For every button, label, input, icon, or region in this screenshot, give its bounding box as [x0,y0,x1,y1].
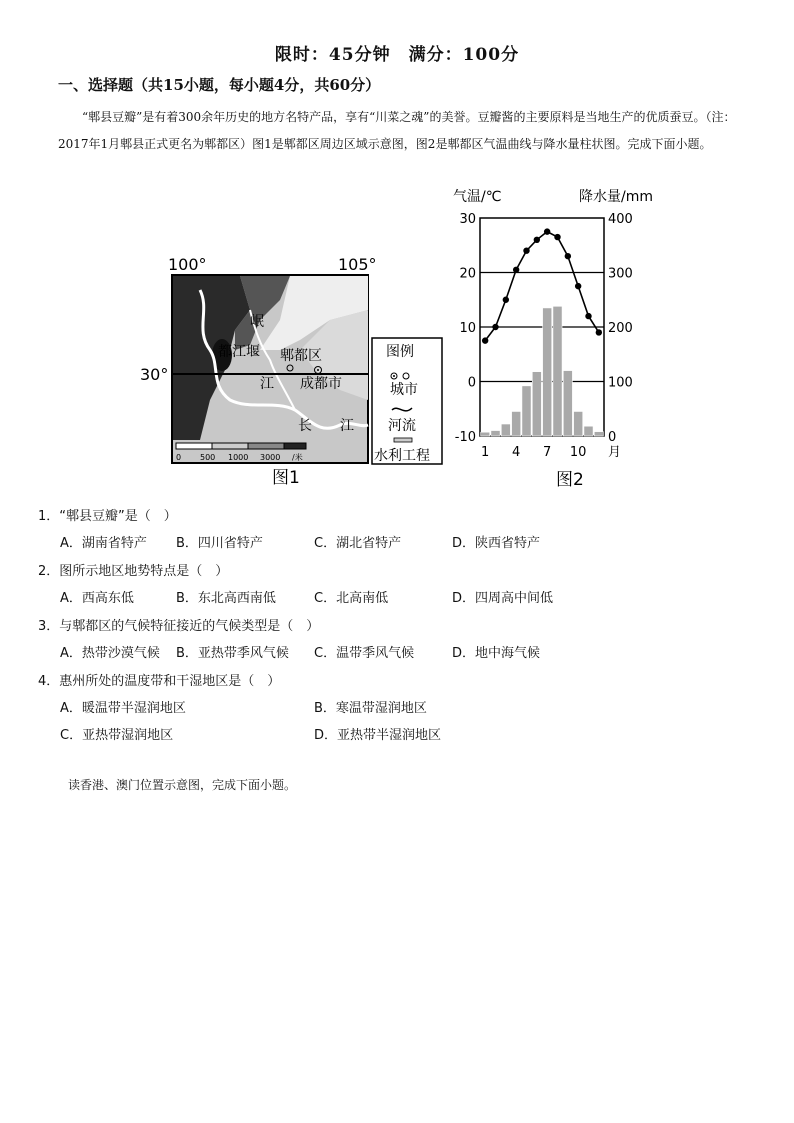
option-a[interactable]: A．湖南省特产 [60,536,147,551]
legend-city: 城市 [390,382,418,398]
option-a[interactable]: A．西高东低 [60,591,134,606]
label-pidu: 郫都区 [280,348,322,364]
figure2-climate-chart [445,180,675,492]
left-tick-label: 0 [467,375,476,391]
temperature-point [596,329,602,335]
left-tick-label: 30 [459,212,476,227]
precip-bar [584,426,593,436]
label-jiang2: 江 [340,418,354,434]
legend-river: 河流 [388,418,416,434]
left-axis-title: 气温/℃ [453,189,502,205]
option-d[interactable]: D．四周高中间低 [452,591,554,606]
figure1-caption: 图1 [272,468,300,488]
temperature-point [585,313,591,319]
right-tick-label: 300 [608,266,633,282]
precip-bar [563,371,572,436]
figure2-caption: 图2 [556,470,584,490]
month-unit-label: 月 [608,445,622,460]
next-intro: 读香港、澳门位置示意图，完成下面小题。 [68,778,297,792]
option-d[interactable]: D．亚热带半湿润地区 [314,728,442,743]
question-stem: 1．“郫县豆瓣”是（ ） [38,509,177,524]
temperature-point [534,237,540,243]
label-chengdu: 成都市 [300,376,342,392]
temperature-point [523,248,529,254]
option-b[interactable]: B．东北高西南低 [176,591,276,606]
question-stem: 3．与郫都区的气候特征接近的气候类型是（ ） [38,619,320,634]
option-b[interactable]: B．四川省特产 [176,536,263,551]
x-tick-label: 7 [543,445,552,460]
option-c[interactable]: C．温带季风气候 [314,646,415,661]
scale-3000: 3000 [260,453,281,462]
section-heading: 一、选择题（共15小题，每小题4分，共60分） [58,76,381,94]
temperature-point [544,228,550,234]
label-min: 岷 [250,314,264,330]
temperature-point [503,297,509,303]
label-dujiangyan: 都江堰 [218,344,260,360]
precip-bar [491,431,500,436]
precip-bar [594,432,603,436]
intro-paragraph: “郫县豆瓣”是有着300余年历史的地方名特产品，享有“川菜之魂”的美誉。豆瓣酱的主要原料是当地生产的优质蚕豆。（注：2017年1月郫县正式更名为郫都区）图1是郫都区周边区域示意图，图2是郫都区气温曲线与降水量柱状图。完成下面小题。 [58,110,736,151]
x-tick-label: 10 [569,445,587,460]
option-a[interactable]: A．暖温带半湿润地区 [60,701,186,716]
option-b[interactable]: B．亚热带季风气候 [176,646,289,661]
temperature-point [482,337,488,343]
x-tick-label: 1 [481,445,490,460]
option-c[interactable]: C．亚热带湿润地区 [60,728,174,743]
question-stem: 2．图所示地区地势特点是（ ） [38,564,229,579]
right-tick-label: 0 [608,430,617,445]
temperature-point [575,283,581,289]
precip-bar [574,411,583,436]
left-tick-label: 20 [459,266,476,282]
page-title: 限时：45分钟 满分：100分 [274,45,520,65]
precip-bar [481,432,490,436]
option-d[interactable]: D．陕西省特产 [452,536,541,551]
option-c[interactable]: C．湖北省特产 [314,536,402,551]
right-tick-label: 400 [608,212,633,227]
scale-1000: 1000 [228,453,249,462]
question-stem: 4．惠州所处的温度带和干湿地区是（ ） [38,674,281,689]
temperature-point [565,253,571,259]
precip-bar [553,306,562,436]
right-tick-label: 100 [608,375,633,391]
option-d[interactable]: D．地中海气候 [452,646,541,661]
label-chang: 长 [298,418,312,434]
x-tick-label: 4 [512,445,521,460]
scale-500: 500 [200,453,216,462]
precip-bar [543,308,552,436]
option-c[interactable]: C．北高南低 [314,591,389,606]
left-tick-label: -10 [454,430,476,445]
temperature-point [492,324,498,330]
precip-bar [512,411,521,436]
lon-right-label: 105° [338,255,377,274]
right-tick-label: 200 [608,321,633,336]
lat-label: 30° [140,365,169,384]
temperature-point [554,234,560,240]
label-jiang1: 江 [260,376,274,392]
legend-title: 图例 [386,344,414,360]
scale-0: 0 [176,453,182,462]
right-axis-title: 降水量/mm [579,189,653,205]
option-b[interactable]: B．寒温带湿润地区 [314,701,427,716]
water-project-icon [394,438,412,442]
scale-unit: /米 [292,453,303,462]
left-tick-label: 10 [459,321,476,336]
precip-bar [522,386,531,436]
lon-left-label: 100° [168,255,207,274]
legend-water: 水利工程 [374,448,430,464]
precip-bar [532,372,541,436]
figure1-map [140,250,450,490]
temperature-point [513,267,519,273]
option-a[interactable]: A．热带沙漠气候 [60,646,160,661]
precip-bar [501,424,510,436]
